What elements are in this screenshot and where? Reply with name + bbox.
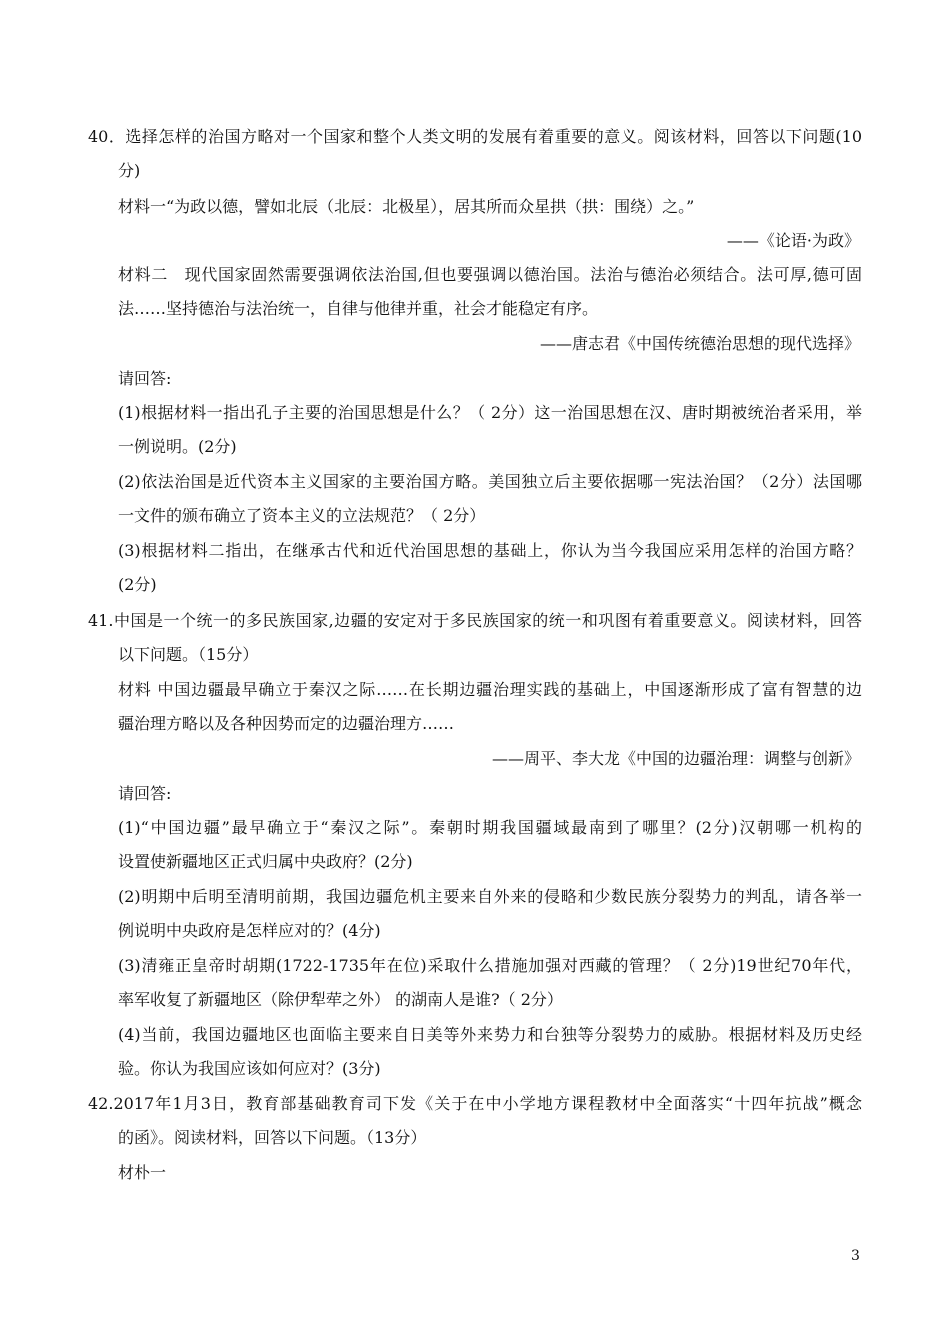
q40-stem-line2: 分) — [118, 161, 141, 180]
q40-material-2-line1: 材料二 现代国家固然需要强调依法治国,但也要强调以德治国。法治与德治必须结合。法可厚,德可固 — [118, 265, 862, 284]
q41-part4-line2: 验。你认为我国应该如何应对？(3分) — [118, 1059, 381, 1078]
q41-part2-line1: (2)明期中后明至清明前期，我国边疆危机主要来自外来的侵略和少数民族分裂势力的判乱，请各举一 — [118, 887, 862, 906]
q40-part2-line1: (2)依法治国是近代资本主义国家的主要治国方略。美国独立后主要依据哪一宪法治国？（2分）法国哪 — [118, 472, 862, 491]
q42-stem-line1: 42.2017年1月3日，教育部基础教育司下发《关于在中小学地方课程教材中全面落实“十四年抗战”概念 — [88, 1094, 862, 1113]
q40-material-1: 材料一“为政以德，譬如北辰（北辰：北极星），居其所而众星拱（拱：围绕）之。” — [118, 197, 695, 216]
q40-material-2-source: ——唐志君《中国传统德治思想的现代选择》 — [539, 334, 860, 353]
q41-part1-line1: (1)“中国边疆”最早确立于“秦汉之际”。秦朝时期我国疆域最南到了哪里？(2分)汉朝哪一机构的 — [118, 818, 862, 837]
q40-ask: 请回答: — [118, 369, 172, 388]
q40-material-1-source: ——《论语·为政》 — [726, 231, 860, 250]
page-number: 3 — [851, 1248, 860, 1264]
q40-part2-line2: 一文件的颁布确立了资本主义的立法规范？（ 2分） — [118, 506, 486, 525]
q40-part3-line1: (3)根据材料二指出，在继承古代和近代治国思想的基础上，你认为当今我国应采用怎样的治国方略？ — [118, 541, 862, 560]
q42-stem-line2: 的函》。阅读材料，回答以下问题。（13分） — [118, 1128, 427, 1147]
q41-stem-line1: 41.中国是一个统一的多民族国家,边疆的安定对于多民族国家的统一和巩图有着重要意义。阅读材料，回答 — [88, 611, 862, 630]
q41-stem-line2: 以下问题。（15分） — [118, 645, 259, 664]
q41-material-line2: 疆治理方略以及各种因势而定的边疆治理方…… — [118, 714, 455, 733]
q40-part3-line2: (2分) — [118, 575, 157, 594]
q40-part1-line1: (1)根据材料一指出孔子主要的治国思想是什么？（ 2分）这一治国思想在汉、唐时期被统治者采用，举 — [118, 403, 862, 422]
q41-material-line1: 材料 中国边疆最早确立于秦汉之际……在长期边疆治理实践的基础上，中国逐渐形成了富有智慧的边 — [118, 680, 862, 699]
q42-material-label: 材朴一 — [118, 1163, 167, 1182]
q40-stem-line1: 40．选择怎样的治国方略对一个国家和整个人类文明的发展有着重要的意义。阅该材料，回答以下问题(10 — [88, 127, 862, 146]
q41-part1-line2: 设置使新疆地区正式归属中央政府？(2分) — [118, 852, 413, 871]
q41-part3-line1: (3)清雍正皇帝时胡期(1722-1735年在位)采取什么措施加强对西藏的管理？（ 2分)19世纪70年代， — [118, 956, 862, 975]
q41-ask: 请回答: — [118, 784, 172, 803]
q41-material-source: ——周平、李大龙《中国的边疆治理：调整与创新》 — [491, 749, 860, 768]
q40-part1-line2: 一例说明。(2分) — [118, 437, 237, 456]
q41-part4-line1: (4)当前，我国边疆地区也面临主要来自日美等外来势力和台独等分裂势力的威胁。根据材料及历史经 — [118, 1025, 862, 1044]
q41-part2-line2: 例说明中央政府是怎样应对的？(4分) — [118, 921, 381, 940]
q41-part3-line2: 率军收复了新疆地区（除伊犁荦之外） 的湖南人是谁?（ 2分） — [118, 990, 563, 1009]
q40-material-2-line2: 法……坚持德治与法治统一，自律与他律并重，社会才能稳定有序。 — [118, 299, 599, 318]
